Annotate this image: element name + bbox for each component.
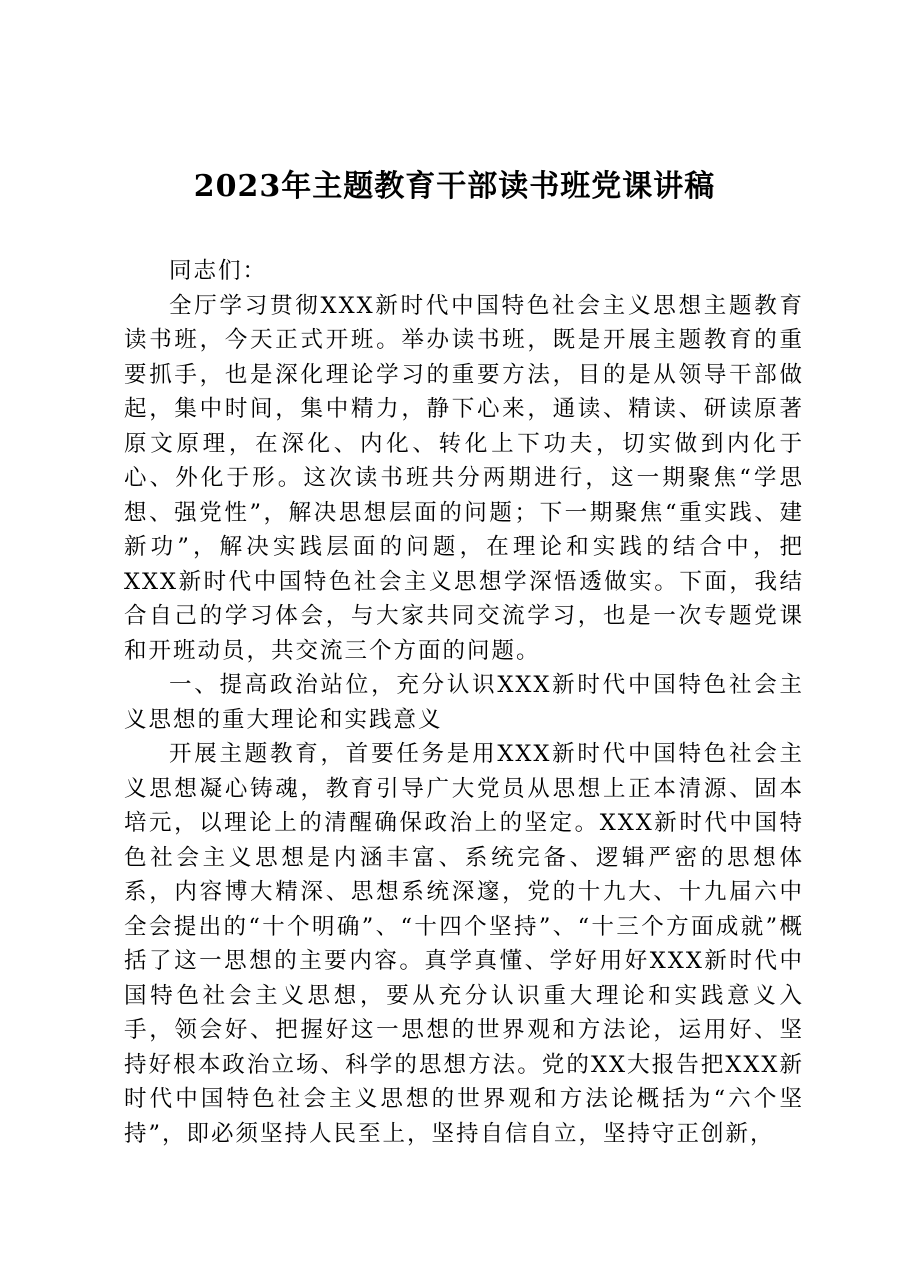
- paragraph-salutation: 同志们：: [169, 258, 268, 284]
- document-body: [124, 254, 804, 1151]
- document-title: 2023年主题教育干部读书班党课讲稿: [193, 169, 716, 204]
- paragraph-intro: 全厅学习贯彻XXX新时代中国特色社会主义思想主题教育读书班，今天正式开班。举办读书班，既是开展主题教育的重要抓手，也是深化理论学习的重要方法，目的是从领导干部做起，集中时间，集中精力，静下心来，通读、精读、研读原著原文原理，在深化、内化、转化上下功夫，切实做到内化于心、外化于形。这次读书班共分两期进行，这一期聚焦“学思想、强党性”，解决思想层面的问题；下一期聚焦“重实践、建新功”，解决实践层面的问题，在理论和实践的结合中，把XXX新时代中国特色社会主义思想学深悟透做实。下面，我结合自己的学习体会，与大家共同交流学习，也是一次专题党课和开班动员，共交流三个方面的问题。: [124, 292, 804, 664]
- paragraph-section-1-body: 开展主题教育，首要任务是用XXX新时代中国特色社会主义思想凝心铸魂，教育引导广大党员从思想上正本清源、固本培元，以理论上的清醒确保政治上的坚定。XXX新时代中国特色社会主义思想是内涵丰富、系统完备、逻辑严密的思想体系，内容博大精深、思想系统深邃，党的十九大、十九届六中全会提出的“十个明确”、“十四个坚持”、“十三个方面成就”概括了这一思想的主要内容。真学真懂、学好用好XXX新时代中国特色社会主义思想，要从充分认识重大理论和实践意义入手，领会好、把握好这一思想的世界观和方法论，运用好、坚持好根本政治立场、科学的思想方法。党的XX大报告把XXX新时代中国特色社会主义思想的世界观和方法论概括为“六个坚持”，即必须坚持人民至上，坚持自信自立，坚持守正创新，: [124, 741, 804, 1147]
- paragraph-section-heading-1: 一、提高政治站位，充分认识XXX新时代中国特色社会主义思想的重大理论和实践意义: [124, 672, 804, 733]
